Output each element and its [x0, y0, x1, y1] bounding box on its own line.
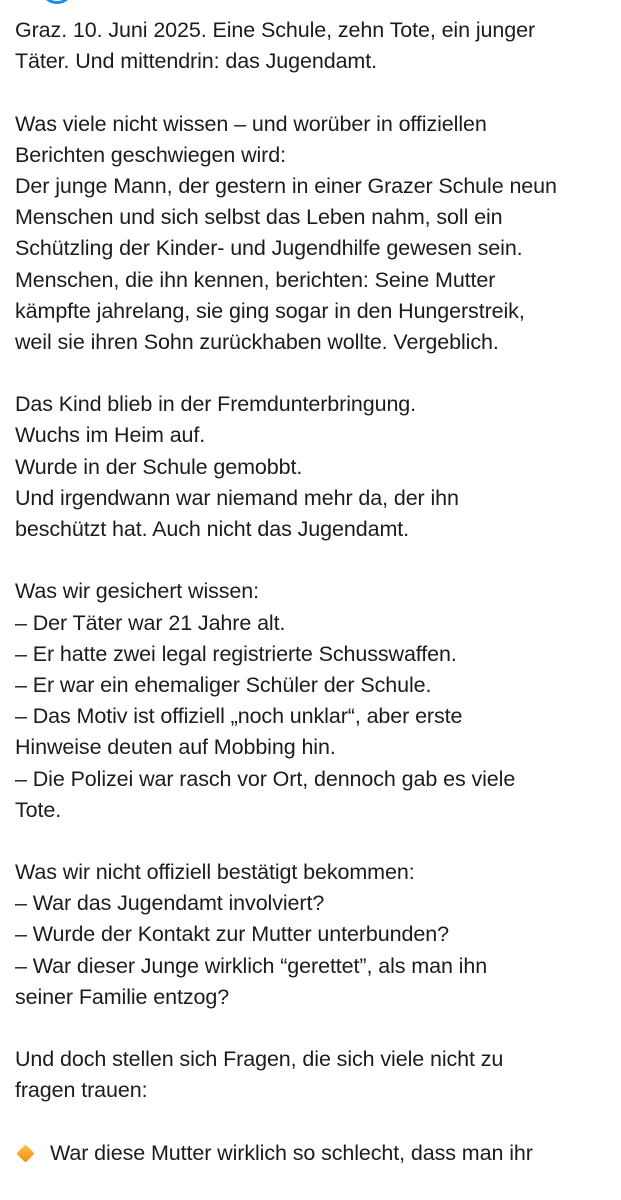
paragraph [15, 1044, 615, 1106]
text-line: – Die Polizei war rasch vor Ort, dennoch gab es viele [15, 766, 516, 791]
post-body [15, 15, 615, 1169]
text-line: Menschen, die ihn kennen, berichten: Seine Mutter [15, 267, 496, 292]
text-line: Berichten geschwiegen wird: [15, 142, 286, 167]
text-line: Hinweise deuten auf Mobbing hin. [15, 735, 336, 760]
text-line: Und irgendwann war niemand mehr da, der ihn [15, 485, 459, 510]
paragraph-gap [15, 545, 615, 576]
text-line: Wurde in der Schule gemobbt. [15, 454, 303, 479]
text-line: – Das Motiv ist offiziell „noch unklar“, aber erste [15, 704, 463, 729]
avatar[interactable] [40, 0, 74, 4]
text-line: Was viele nicht wissen – und worüber in offiziellen [15, 111, 487, 136]
text-line: – War dieser Junge wirklich “gerettet”, als man ihn [15, 953, 488, 978]
bullet-item [15, 1138, 615, 1169]
text-line: – Er war ein ehemaliger Schüler der Schule. [15, 672, 432, 697]
text-line: – War das Jugendamt involviert? [15, 891, 325, 916]
text-line: beschützt hat. Auch nicht das Jugendamt. [15, 517, 410, 541]
text-line: Graz. 10. Juni 2025. Eine Schule, zehn Tote, ein junger [15, 18, 536, 42]
paragraph [15, 15, 615, 77]
paragraph-gap [15, 826, 615, 857]
text-line: kämpfte jahrelang, sie ging sogar in den Hungerstreik, [15, 298, 525, 323]
text-line: Und doch stellen sich Fragen, die sich viele nicht zu [15, 1047, 504, 1072]
text-line: Was wir nicht offiziell bestätigt bekommen: [15, 860, 415, 885]
text-line: weil sie ihren Sohn zurückhaben wollte. Vergeblich. [15, 329, 499, 354]
text-line: – Der Täter war 21 Jahre alt. [15, 610, 286, 635]
text-line: seiner Familie entzog? [15, 984, 230, 1009]
text-line: Das Kind blieb in der Fremdunterbringung. [15, 392, 417, 417]
text-line: – Er hatte zwei legal registrierte Schusswaffen. [15, 641, 457, 666]
text-line: fragen trauen: [15, 1078, 148, 1103]
paragraph [15, 109, 615, 359]
paragraph [15, 857, 615, 1013]
text-line: Täter. Und mittendrin: das Jugendamt. [15, 49, 377, 74]
text-line: Tote. [15, 797, 62, 822]
text-line: – Wurde der Kontakt zur Mutter unterbunden? [15, 922, 449, 947]
text-line: Was wir gesichert wissen: [15, 579, 260, 604]
text-line: Wuchs im Heim auf. [15, 423, 206, 448]
paragraph-gap [15, 77, 615, 108]
paragraph [15, 389, 615, 545]
orange-diamond-icon [16, 1144, 34, 1162]
text-line: Menschen und sich selbst das Leben nahm, soll ein [15, 205, 503, 230]
text-line: Schützling der Kinder- und Jugendhilfe gewesen sein. [15, 236, 523, 261]
paragraph-gap [15, 358, 615, 389]
paragraph-gap [15, 1107, 615, 1138]
paragraph [15, 576, 615, 826]
paragraph-gap [15, 1013, 615, 1044]
text-line: Der junge Mann, der gestern in einer Grazer Schule neun [15, 173, 557, 198]
bullet-text: War diese Mutter wirklich so schlecht, dass man ihr [50, 1140, 533, 1165]
